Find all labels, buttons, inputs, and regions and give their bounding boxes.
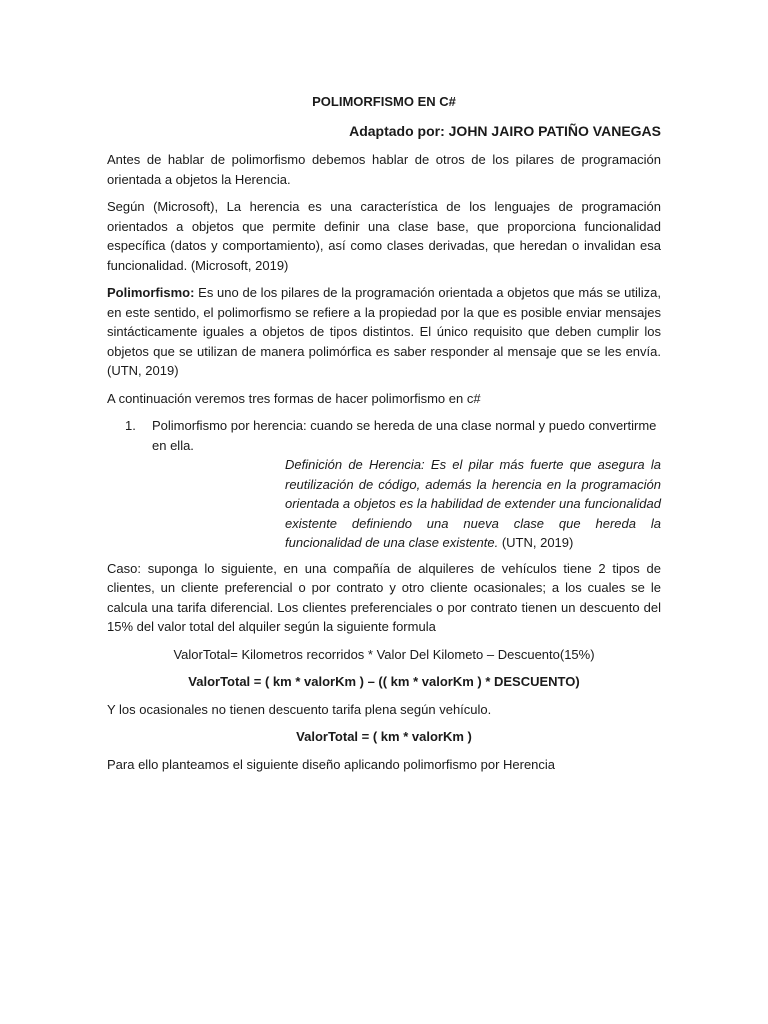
intro-paragraph: Antes de hablar de polimorfismo debemos hablar de otros de los pilares de programación orientada a objetos la Herencia. [107,152,661,187]
document-page [107,92,661,782]
list-item-text: Polimorfismo por herencia: cuando se hereda de una clase normal y puedo convertirme en ella. [152,418,657,453]
occasional-paragraph: Y los ocasionales no tienen descuento tarifa plena según vehículo. [107,701,492,717]
polymorphism-forms-list [107,416,661,455]
list-item-number: 1. [125,418,136,433]
document-author: Adaptado por: JOHN JAIRO PATIÑO VANEGAS [349,122,661,139]
closing-paragraph: Para ello planteamos el siguiente diseño aplicando polimorfismo por Herencia [107,756,556,772]
list-item [107,416,661,455]
quote-text: Definición de Herencia: Es el pilar más fuerte que asegura la reutilización de código, además la herencia en la programación orientada a objetos es la habilidad de extender una funcionalidad existente definiendo una nueva clase que hereda la funcionalidad de una clase existente. [285,457,661,550]
inheritance-definition-quote [285,455,661,553]
next-forms-paragraph: A continuación veremos tres formas de hacer polimorfismo en c# [107,390,481,406]
quote-citation: (UTN, 2019) [498,535,574,550]
inheritance-paragraph: Según (Microsoft), La herencia es una característica de los lenguajes de programación orientados a objetos que permite definir una clase base, que proporciona funcionalidad específica (datos y comportamiento), así como clases derivadas, que heredan o invalidan esa funcionalidad. (Microsoft, 2019) [107,199,661,273]
document-title: POLIMORFISMO EN C# [312,94,456,109]
formula-text: ValorTotal= Kilometros recorridos * Valor Del Kilometo – Descuento(15%) [173,646,595,662]
polymorphism-paragraph [107,283,661,381]
formula-occasional: ValorTotal = ( km * valorKm ) [296,729,472,744]
polymorphism-text: Es uno de los pilares de la programación orientada a objetos que más se utiliza, en este sentido, el polimorfismo se refiere a la propiedad por la que es posible enviar mensajes sintácticamente iguales a objetos de tipos distintos. El único requisito que deben cumplir los objetos que se utilizan de manera polimórfica es saber responder al mensaje que se les envía. (UTN, 2019) [107,285,661,378]
formula-preferential: ValorTotal = ( km * valorKm ) – (( km * valorKm ) * DESCUENTO) [188,674,580,689]
polymorphism-label: Polimorfismo: [107,285,195,300]
case-paragraph: Caso: suponga lo siguiente, en una compañía de alquileres de vehículos tiene 2 tipos de clientes, un cliente preferencial o por contrato y otro cliente ocasionales; a los cuales se le calcula una tarifa diferencial. Los clientes preferenciales o por contrato tienen un descuento del 15% del valor total del alquiler según la siguiente formula [107,560,661,634]
